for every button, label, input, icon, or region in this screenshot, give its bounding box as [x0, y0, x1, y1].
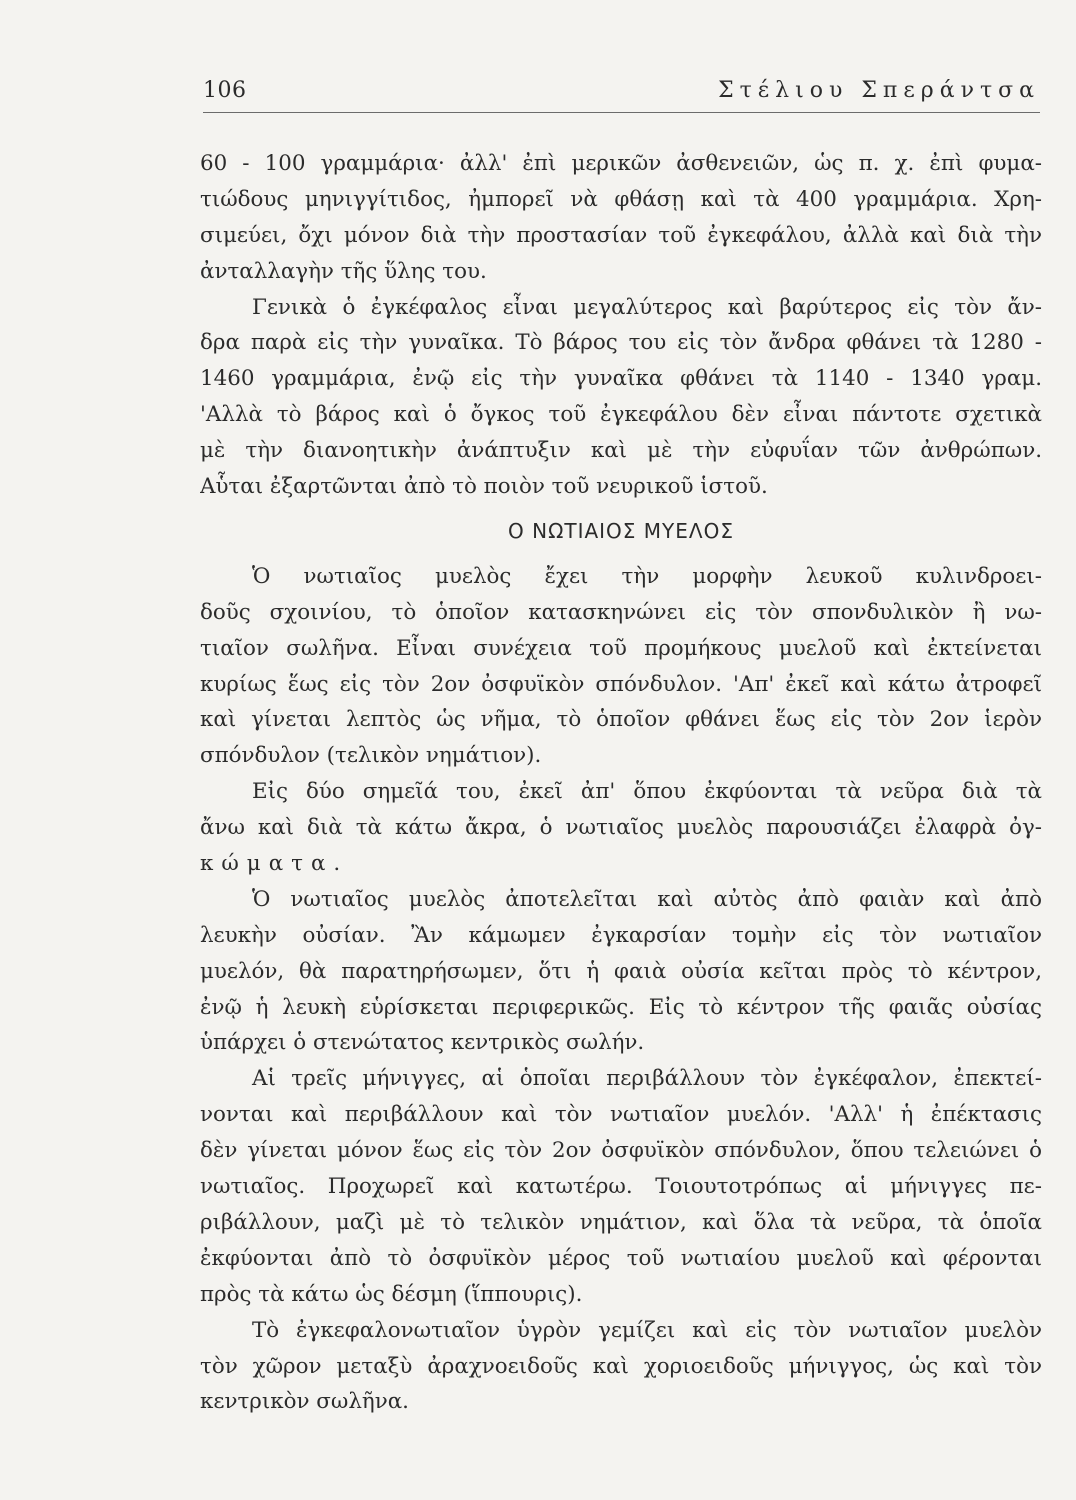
text-line: κώματα. [200, 851, 349, 877]
text-line: σιμεύει, ὄχι μόνον διὰ τὴν προστασίαν τοῦ ἐγκεφάλου, ἀλλὰ καὶ διὰ τὴν [200, 222, 1042, 248]
text-line: πρὸς τὰ κάτω ὡς δέσμη (ἵππουρις). [200, 1281, 583, 1307]
text-line: δοῦς σχοινίου, τὸ ὁποῖον κατασκηνώνει εἰς τὸν σπονδυλικὸν ἢ νω- [200, 599, 1042, 625]
section-heading: Ο ΝΩΤΙΑΙΟΣ ΜΥΕΛΟΣ [508, 518, 734, 543]
text-line: ὑπάρχει ὁ στενώτατος κεντρικὸς σωλήν. [200, 1030, 645, 1056]
text-line: ριβάλλουν, μαζὶ μὲ τὸ τελικὸν νημάτιον, καὶ ὅλα τὰ νεῦρα, τὰ ὁποῖα [200, 1209, 1042, 1235]
page-header [203, 78, 1040, 113]
text-line: μυελόν, θὰ παρατηρήσωμεν, ὅτι ἡ φαιὰ οὐσία κεῖται πρὸς τὸ κέντρον, [200, 958, 1042, 984]
text-line: τὸν χῶρον μεταξὺ ἀραχνοειδοῦς καὶ χοριοειδοῦς μήνιγγος, ὡς καὶ τὸν [200, 1353, 1042, 1379]
text-line: δρα παρὰ εἰς τὴν γυναῖκα. Τὸ βάρος του εἰς τὸν ἄνδρα φθάνει τὰ 1280 - [200, 330, 1042, 356]
text-line: Τὸ ἐγκεφαλονωτιαῖον ὑγρὸν γεμίζει καὶ εἰς τὸν νωτιαῖον μυελὸν [252, 1317, 1042, 1343]
text-line: κυρίως ἕως εἰς τὸν 2ον ὀσφυϊκὸν σπόνδυλον. 'Απ' ἐκεῖ καὶ κάτω ἀτροφεῖ [200, 671, 1042, 697]
text-line: σπόνδυλον (τελικὸν νημάτιον). [200, 743, 542, 769]
text-line: μὲ τὴν διανοητικὴν ἀνάπτυξιν καὶ μὲ τὴν εὐφυΐαν τῶν ἀνθρώπων. [200, 438, 1042, 464]
text-line: ἐνῷ ἡ λευκὴ εὑρίσκεται περιφερικῶς. Εἰς τὸ κέντρον τῆς φαιᾶς οὐσίας [200, 994, 1042, 1020]
text-line: ἀνταλλαγὴν τῆς ὕλης του. [200, 258, 487, 284]
text-line: κεντρικὸν σωλῆνα. [200, 1389, 409, 1415]
text-line: Ὁ νωτιαῖος μυελὸς ἀποτελεῖται καὶ αὐτὸς ἀπὸ φαιὰν καὶ ἀπὸ [252, 886, 1042, 912]
text-line: Ὁ νωτιαῖος μυελὸς ἔχει τὴν μορφὴν λευκοῦ κυλινδροει- [252, 563, 1042, 589]
text-line: νονται καὶ περιβάλλουν καὶ τὸν νωτιαῖον μυελόν. 'Αλλ' ἡ ἐπέκτασις [200, 1102, 1042, 1128]
page-number: 106 [203, 78, 247, 103]
text-line: τιαῖον σωλῆνα. Εἶναι συνέχεια τοῦ προμήκους μυελοῦ καὶ ἐκτείνεται [200, 635, 1042, 661]
text-line: Γενικὰ ὁ ἐγκέφαλος εἶναι μεγαλύτερος καὶ βαρύτερος εἰς τὸν ἄν- [252, 294, 1042, 320]
body-text [200, 146, 1042, 1420]
text-line: ἐκφύονται ἀπὸ τὸ ὀσφυϊκὸν μέρος τοῦ νωτιαίου μυελοῦ καὶ φέρονται [200, 1245, 1042, 1271]
text-line: τιώδους μηνιγγίτιδος, ἠμπορεῖ νὰ φθάσῃ καὶ τὰ 400 γραμμάρια. Χρη- [200, 186, 1042, 212]
text-line: ἄνω καὶ διὰ τὰ κάτω ἄκρα, ὁ νωτιαῖος μυελὸς παρουσιάζει ἐλαφρὰ ὀγ- [200, 815, 1042, 841]
text-line: λευκὴν οὐσίαν. Ἂν κάμωμεν ἐγκαρσίαν τομὴν εἰς τὸν νωτιαῖον [200, 922, 1042, 948]
running-head: Στέλιου Σπεράντσα [718, 78, 1040, 103]
text-line: Αὗται ἐξαρτῶνται ἀπὸ τὸ ποιὸν τοῦ νευρικοῦ ἱστοῦ. [200, 474, 768, 500]
text-line: δὲν γίνεται μόνον ἕως εἰς τὸν 2ον ὀσφυϊκὸν σπόνδυλον, ὅπου τελειώνει ὁ [200, 1138, 1042, 1164]
text-line: καὶ γίνεται λεπτὸς ὡς νῆμα, τὸ ὁποῖον φθάνει ἕως εἰς τὸν 2ον ἱερὸν [200, 707, 1042, 733]
text-line: 1460 γραμμάρια, ἐνῷ εἰς τὴν γυναῖκα φθάνει τὰ 1140 - 1340 γραμ. [200, 366, 1042, 392]
text-line: Εἰς δύο σημεῖά του, ἐκεῖ ἀπ' ὅπου ἐκφύονται τὰ νεῦρα διὰ τὰ [252, 779, 1042, 805]
text-line: 'Αλλὰ τὸ βάρος καὶ ὁ ὄγκος τοῦ ἐγκεφάλου δὲν εἶναι πάντοτε σχετικὰ [200, 402, 1042, 428]
text-line: νωτιαῖος. Προχωρεῖ καὶ κατωτέρω. Τοιουτοτρόπως αἱ μήνιγγες πε- [200, 1174, 1042, 1200]
text-line: Αἱ τρεῖς μήνιγγες, αἱ ὁποῖαι περιβάλλουν τὸν ἐγκέφαλον, ἐπεκτεί- [252, 1066, 1042, 1092]
text-line: 60 - 100 γραμμάρια· ἀλλ' ἐπὶ μερικῶν ἀσθενειῶν, ὡς π. χ. ἐπὶ φυμα- [200, 151, 1042, 176]
